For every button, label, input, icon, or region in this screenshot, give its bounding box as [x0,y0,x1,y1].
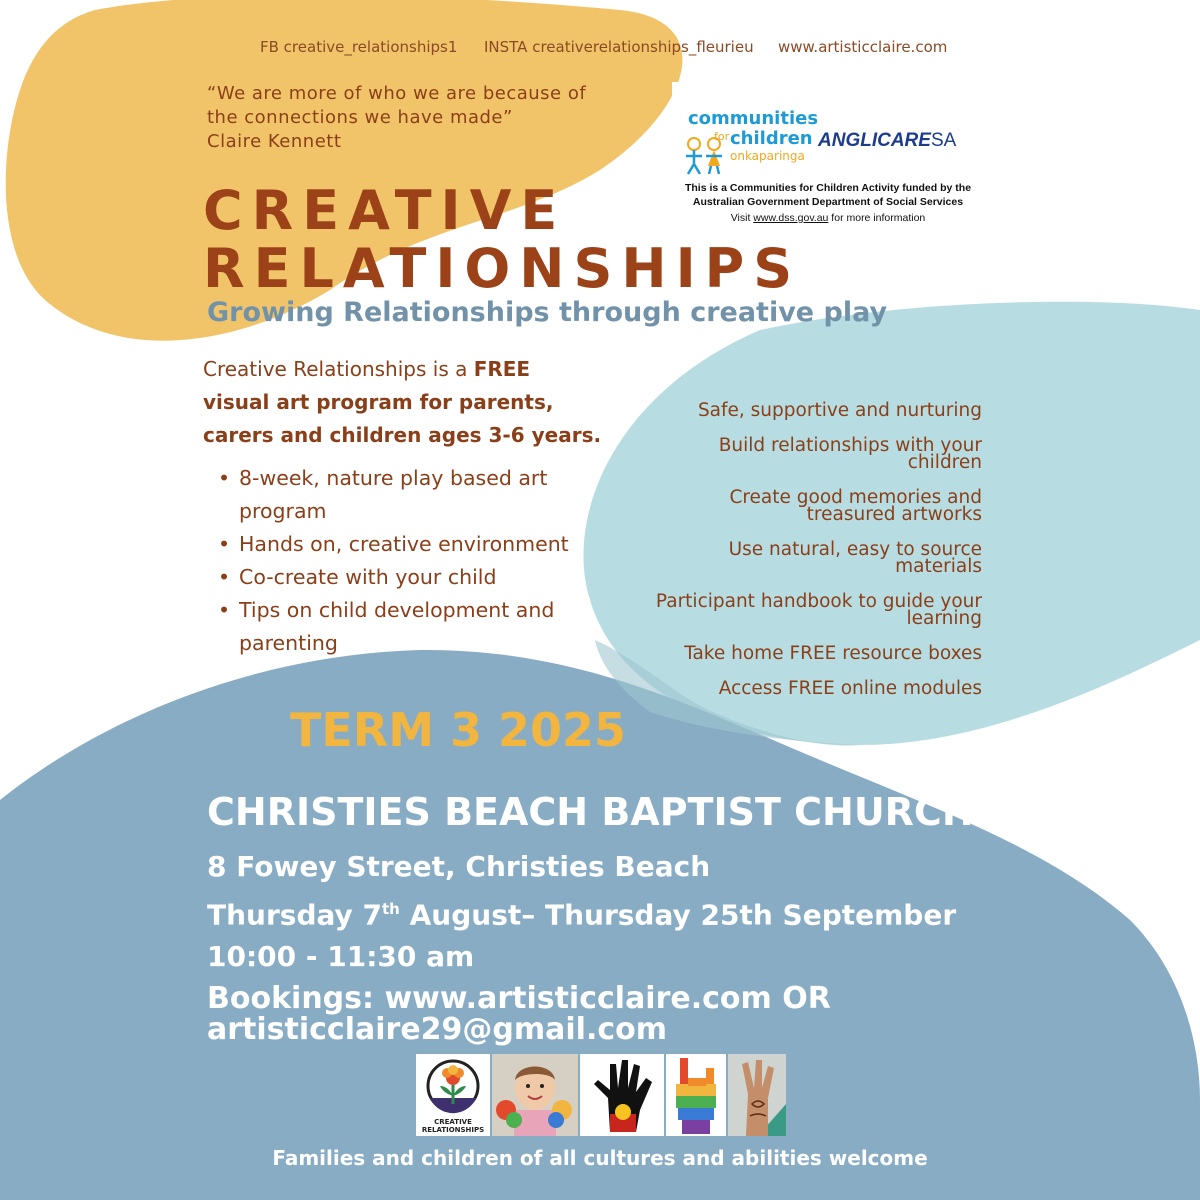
feature-item: Create good memories and treasured artworks [729,487,982,525]
welcome-message: Families and children of all cultures and abilities welcome [272,1146,928,1170]
email-link[interactable]: artisticclaire29@gmail.com [207,1012,668,1047]
anglicare-logo: ANGLICARESA [818,130,957,151]
logo-label: CREATIVE RELATIONSHIPS [421,1118,485,1134]
intro-line: carers and children ages 3-6 years. [203,423,602,447]
bullet-item: • Hands on, creative environment [218,528,598,561]
cfc-logo-text: communities [688,108,819,129]
sponsor-logos [672,82,984,242]
intro-line: visual art program for parents, [203,390,554,414]
aboriginal-flag-hand-icon [580,1054,664,1136]
feature-item: Participant handbook to guide your learning [655,591,982,629]
event-details [207,846,956,1020]
visit-statement: Visit www.dss.gov.au for more information [730,212,926,224]
funding-statement: This is a Communities for Children Activity funded by the Australian Government Department of Social Services [684,182,972,208]
intro-text [203,353,601,452]
term-heading: TERM 3 2025 [290,703,627,757]
venue-name: CHRISTIES BEACH BAPTIST CHURCH [207,790,974,834]
title-line: RELATIONSHIPS [203,237,802,300]
cfc-logo-text: children [730,128,813,149]
dss-link[interactable]: www.dss.gov.au [753,212,829,224]
henna-hand-photo [728,1054,786,1136]
quote [207,82,586,154]
address: 8 Fowey Street, Christies Beach [207,850,711,883]
feature-item: Take home FREE resource boxes [684,643,982,664]
quote-author: Claire Kennett [207,131,342,152]
feature-item: Access FREE online modules [718,678,982,699]
program-bullets [218,462,598,660]
flower-logo-icon [416,1054,490,1136]
quote-line: the connections we have made” [207,107,513,128]
quote-line: “We are more of who we are because of [207,83,587,104]
dates: Thursday 7th August– Thursday 25th September [207,898,957,932]
feature-item: Use natural, easy to source materials [728,539,982,577]
feature-item: Build relationships with your children [718,435,982,473]
facebook-handle[interactable]: FB creative_relationships1 [260,38,458,56]
cfc-logo-text: for [714,130,730,143]
subtitle: Growing Relationships through creative play [207,297,888,328]
feature-item: Safe, supportive and nurturing [697,400,982,421]
intro-free: FREE [473,357,531,381]
cfc-logo-text: onkaparinga [730,149,805,163]
intro-plain: Creative Relationships is a [203,357,474,381]
website-link[interactable]: www.artisticclaire.com [778,38,948,56]
title-line: CREATIVE [203,179,567,242]
rainbow-hand-icon [666,1054,726,1136]
feature-list [602,402,982,715]
bullet-item: • Co-create with your child [218,561,598,594]
bullet-item: • 8-week, nature play based art program [218,462,598,528]
bookings[interactable]: Bookings: www.artisticclaire.com OR [207,981,831,1017]
time: 10:00 - 11:30 am [207,940,475,974]
instagram-handle[interactable]: INSTA creativerelationships_fleurieu [484,38,754,56]
child-painted-hands-photo [492,1054,578,1136]
bullet-item: • Tips on child development and parenting [218,594,598,660]
